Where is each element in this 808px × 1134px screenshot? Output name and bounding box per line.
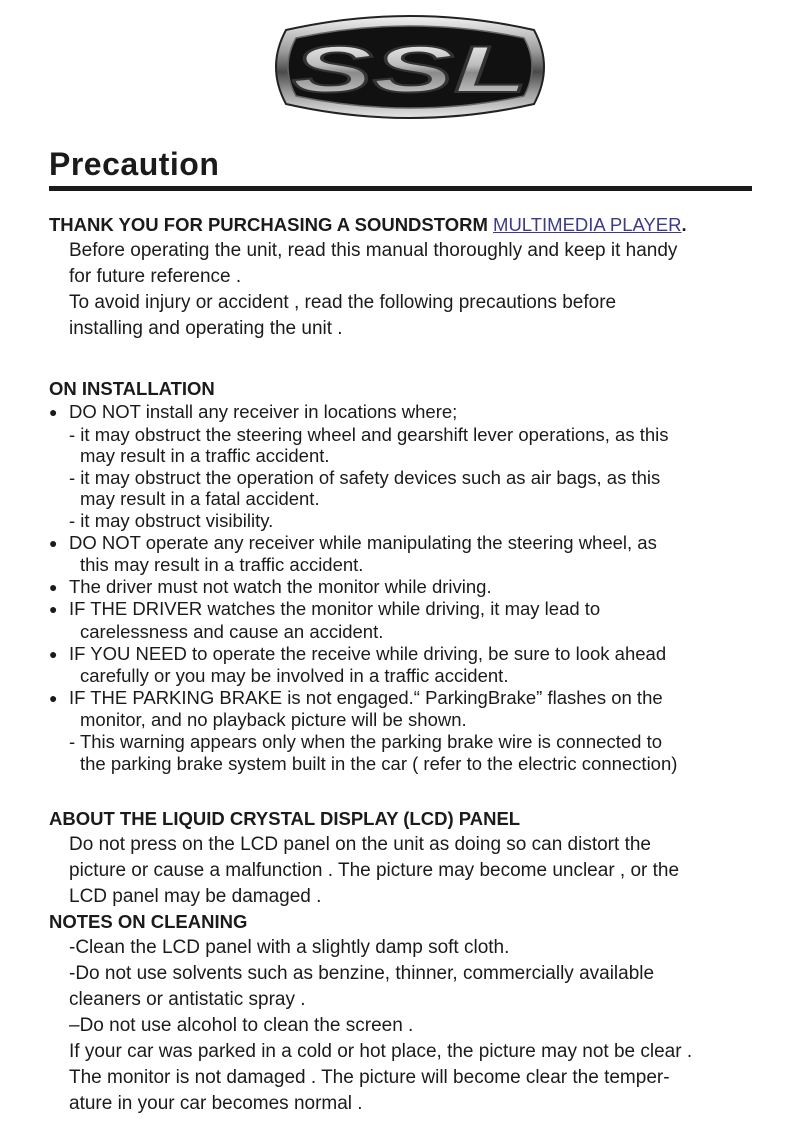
lcd-paragraph bbox=[69, 832, 769, 910]
cleaning-paragraph bbox=[69, 935, 769, 1117]
installation-item bbox=[49, 401, 789, 424]
installation-subitem: - This warning appears only when the parking brake wire is connected to bbox=[69, 730, 663, 752]
installation-heading: ON INSTALLATION bbox=[49, 378, 215, 399]
bullet-icon: ● bbox=[49, 534, 58, 551]
cleaning-line: cleaners or antistatic spray . bbox=[69, 989, 306, 1010]
cleaning-line: ature in your car becomes normal . bbox=[69, 1093, 363, 1114]
thanks-line: Before operating the unit, read this manual thoroughly and keep it handy bbox=[69, 240, 678, 261]
installation-text: DO NOT install any receiver in locations where; bbox=[69, 401, 458, 422]
installation-subitem: - it may obstruct the operation of safety devices such as air bags, as this bbox=[69, 466, 661, 488]
thanks-line: for future reference . bbox=[69, 266, 242, 287]
lcd-line: picture or cause a malfunction . The picture may become unclear , or the bbox=[69, 860, 680, 881]
installation-item bbox=[49, 598, 789, 621]
installation-continuation: may result in a traffic accident. bbox=[80, 445, 330, 467]
cleaning-line: If your car was parked in a cold or hot place, the picture may not be clear . bbox=[69, 1041, 693, 1062]
installation-text: IF THE DRIVER watches the monitor while driving, it may lead to bbox=[69, 598, 601, 620]
installation-continuation: the parking brake system built in the car ( refer to the electric connection) bbox=[80, 752, 678, 774]
installation-continuation: carelessness and cause an accident. bbox=[80, 620, 384, 642]
title-divider bbox=[49, 186, 752, 191]
installation-subitem: - it may obstruct visibility. bbox=[69, 509, 274, 531]
installation-item bbox=[49, 643, 789, 666]
page-title: Precaution bbox=[49, 146, 220, 182]
lcd-line: LCD panel may be damaged . bbox=[69, 886, 322, 907]
bullet-icon: ● bbox=[49, 404, 58, 420]
cleaning-heading: NOTES ON CLEANING bbox=[49, 911, 248, 932]
bullet-icon: ● bbox=[49, 601, 58, 618]
installation-text: The driver must not watch the monitor while driving. bbox=[69, 575, 492, 597]
ssl-logo-graphic bbox=[266, 8, 554, 126]
thanks-heading-period: . bbox=[681, 214, 687, 235]
installation-text: DO NOT operate any receiver while manipulating the steering wheel, as bbox=[69, 531, 657, 553]
installation-continuation: may result in a fatal accident. bbox=[80, 488, 320, 510]
lcd-line: Do not press on the LCD panel on the unit as doing so can distort the bbox=[69, 834, 651, 855]
installation-item bbox=[49, 687, 789, 710]
installation-subitem: - it may obstruct the steering wheel and gearshift lever operations, as this bbox=[69, 423, 669, 445]
installation-item bbox=[49, 532, 789, 555]
thanks-heading-text: THANK YOU FOR PURCHASING A SOUNDSTORM bbox=[49, 214, 494, 235]
cleaning-line: -Do not use solvents such as benzine, thinner, commercially available bbox=[69, 963, 655, 984]
cleaning-line: –Do not use alcohol to clean the screen . bbox=[69, 1015, 414, 1036]
thanks-paragraph bbox=[69, 238, 769, 342]
logo-text: SSL bbox=[292, 32, 528, 106]
installation-continuation: monitor, and no playback picture will be shown. bbox=[80, 709, 467, 731]
bullet-icon: ● bbox=[49, 645, 58, 662]
installation-item bbox=[49, 576, 789, 599]
multimedia-player-link[interactable]: MULTIMEDIA PLAYER bbox=[493, 214, 682, 235]
installation-text: IF THE PARKING BRAKE is not engaged.“ ParkingBrake” flashes on the bbox=[69, 686, 663, 708]
installation-text: IF YOU NEED to operate the receive while driving, be sure to look ahead bbox=[69, 642, 667, 664]
cleaning-line: -Clean the LCD panel with a slightly damp soft cloth. bbox=[69, 937, 510, 958]
ssl-logo bbox=[266, 8, 554, 126]
installation-list bbox=[49, 401, 789, 774]
lcd-heading: ABOUT THE LIQUID CRYSTAL DISPLAY (LCD) PANEL bbox=[49, 808, 521, 829]
thanks-heading bbox=[49, 213, 687, 237]
installation-continuation: this may result in a traffic accident. bbox=[80, 554, 364, 576]
bullet-icon: ● bbox=[49, 689, 58, 706]
installation-continuation: carefully or you may be involved in a traffic accident. bbox=[80, 665, 509, 687]
thanks-line: installing and operating the unit . bbox=[69, 318, 343, 339]
cleaning-line: The monitor is not damaged . The picture will become clear the temper- bbox=[69, 1067, 670, 1088]
thanks-line: To avoid injury or accident , read the following precautions before bbox=[69, 292, 617, 313]
bullet-icon: ● bbox=[49, 578, 58, 595]
